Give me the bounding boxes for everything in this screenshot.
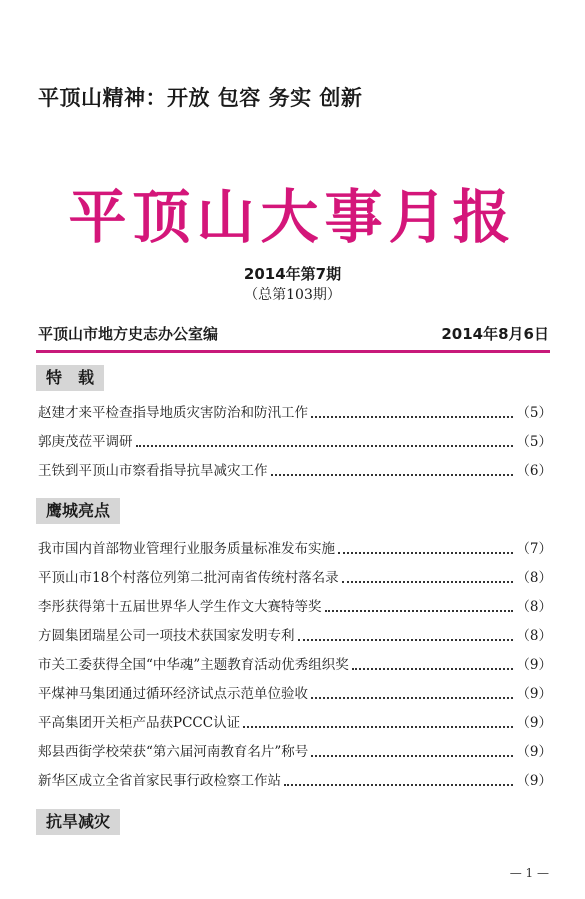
toc-entry-page: （9） [516, 657, 552, 673]
toc-entry-title: 新华区成立全省首家民事行政检察工作站 [38, 773, 281, 789]
toc-entry-page: （9） [516, 744, 552, 760]
issue-number: 2014年第7期 [243, 265, 342, 283]
toc-entry-title: 方圆集团瑞星公司一项技术获国家发明专利 [38, 628, 295, 644]
toc-entry[interactable] [38, 625, 552, 647]
toc-entry-page: （8） [516, 599, 552, 615]
toc-entry-title: 李彤获得第十五届世界华人学生作文大赛特等奖 [38, 599, 322, 615]
section-heading-drought-relief: 抗旱减灾 [36, 809, 120, 835]
toc-entry[interactable] [38, 683, 552, 705]
toc-entry-title: 市关工委获得全国“中华魂”主题教育活动优秀组织奖 [38, 657, 349, 673]
toc-entry[interactable] [38, 431, 552, 453]
toc-entry-page: （5） [516, 434, 552, 450]
header-divider [36, 350, 550, 353]
toc-entry-title: 我市国内首部物业管理行业服务质量标准发布实施 [38, 541, 335, 557]
toc-entry-title: 郭庚茂莅平调研 [38, 434, 133, 450]
toc-entry-title: 平顶山市18个村落位列第二批河南省传统村落名录 [38, 570, 339, 586]
toc-entry[interactable] [38, 596, 552, 618]
toc-entry[interactable] [38, 402, 552, 424]
toc-entry-page: （9） [516, 715, 552, 731]
toc-entry[interactable] [38, 770, 552, 792]
toc-entry-title: 平煤神马集团通过循环经济试点示范单位验收 [38, 686, 308, 702]
section-heading-highlights: 鹰城亮点 [36, 498, 120, 524]
toc-entry-page: （9） [516, 686, 552, 702]
toc-entry-title: 王铁到平顶山市察看指导抗旱减灾工作 [38, 463, 268, 479]
toc-leader-dots [311, 754, 513, 757]
toc-entry-page: （8） [516, 628, 552, 644]
editor-line: 平顶山市地方史志办公室编 [38, 325, 219, 343]
toc-leader-dots [271, 473, 514, 476]
toc-entry-page: （8） [516, 570, 552, 586]
toc-leader-dots [311, 415, 513, 418]
toc-entry-page: （6） [516, 463, 552, 479]
toc-entry[interactable] [38, 460, 552, 482]
toc-entry-title: 平高集团开关柜产品获PCCC认证 [38, 715, 241, 731]
toc-leader-dots [325, 609, 514, 612]
toc-leader-dots [298, 638, 514, 641]
toc-leader-dots [311, 696, 513, 699]
toc-entry-page: （7） [516, 541, 552, 557]
total-issue-number: （总第103期） [244, 287, 341, 303]
city-slogan: 平顶山精神：开放 包容 务实 创新 [38, 86, 363, 110]
section-heading-special: 特 载 [36, 365, 104, 391]
masthead-title: 平顶山大事月报 [68, 183, 517, 251]
page-number: — 1 — [509, 866, 549, 880]
toc-entry-page: （5） [516, 405, 552, 421]
toc-entry-title: 赵建才来平检查指导地质灾害防治和防汛工作 [38, 405, 308, 421]
publish-date: 2014年8月6日 [441, 325, 549, 343]
toc-entry[interactable] [38, 654, 552, 676]
toc-entry-page: （9） [516, 773, 552, 789]
toc-entry[interactable] [38, 538, 552, 560]
toc-leader-dots [284, 783, 513, 786]
toc-leader-dots [352, 667, 514, 670]
toc-leader-dots [338, 551, 513, 554]
toc-entry[interactable] [38, 741, 552, 763]
toc-entry[interactable] [38, 712, 552, 734]
toc-leader-dots [342, 580, 514, 583]
toc-entry[interactable] [38, 567, 552, 589]
toc-entry-title: 郏县西街学校荣获“第六届河南教育名片”称号 [38, 744, 309, 760]
toc-leader-dots [243, 725, 513, 728]
toc-leader-dots [136, 444, 514, 447]
